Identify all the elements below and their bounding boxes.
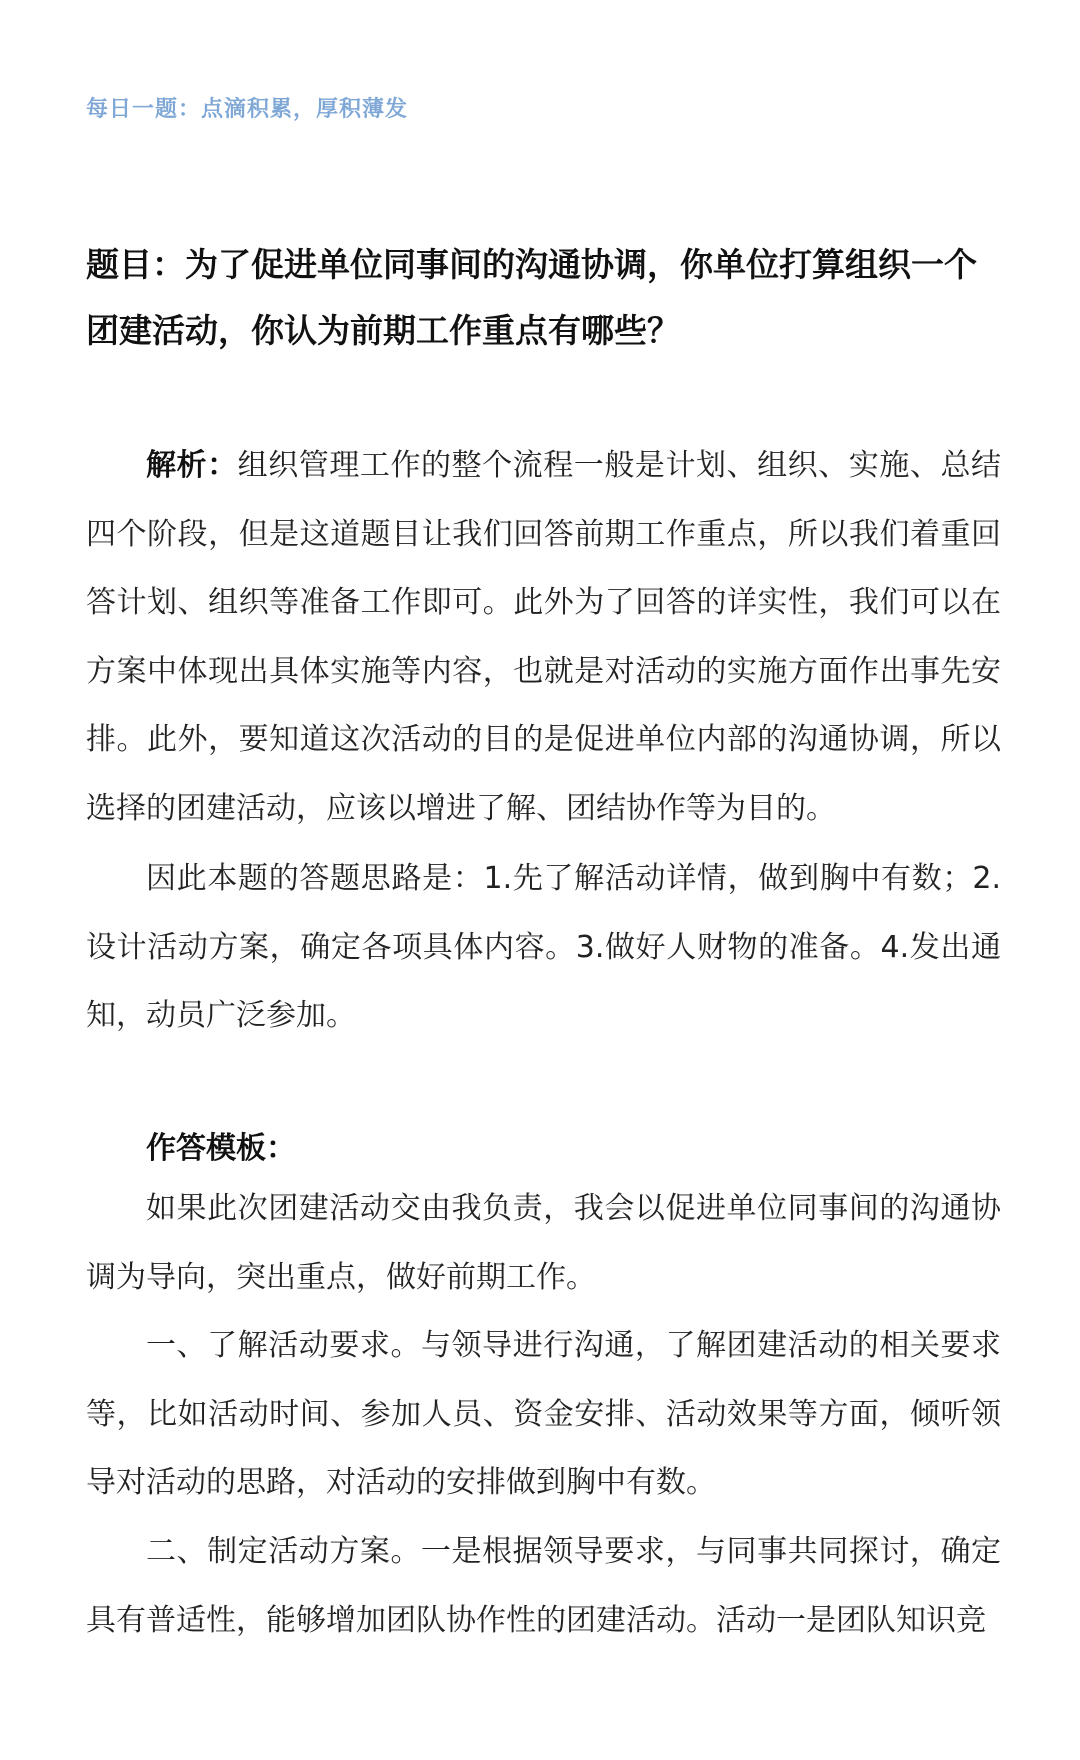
approach-paragraph: 因此本题的答题思路是：1.先了解活动详情，做到胸中有数；2.设计活动方案，确定各项具体内容。3.做好人财物的准备。4.发出通知，动员广泛参加。: [86, 861, 1001, 1033]
template-item-1: 一、了解活动要求。与领导进行沟通，了解团建活动的相关要求等，比如活动时间、参加人员、资金安排、活动效果等方面，倾听领导对活动的思路，对活动的安排做到胸中有数。: [86, 1328, 1001, 1500]
template-heading: 作答模板：: [146, 1131, 296, 1166]
analysis-text: 组织管理工作的整个流程一般是计划、组织、实施、总结四个阶段，但是这道题目让我们回答前期工作重点，所以我们着重回答计划、组织等准备工作即可。此外为了回答的详实性，我们可以在方案中体现出具体实施等内容，也就是对活动的实施方面作出事先安排。此外，要知道这次活动的目的是促进单位内部的沟通协调，所以选择的团建活动，应该以增进了解、团结协作等为目的。: [86, 448, 1002, 826]
analysis-paragraph: [86, 432, 1001, 843]
template-item-2: 二、制定活动方案。一是根据领导要求，与同事共同探讨，确定具有普适性，能够增加团队协作性的团建活动。活动一是团队知识竞: [86, 1534, 1001, 1638]
template-intro-paragraph: 如果此次团建活动交由我负责，我会以促进单位同事间的沟通协调为导向，突出重点，做好前期工作。: [86, 1191, 1001, 1295]
question-title: 题目：为了促进单位同事间的沟通协调，你单位打算组织一个团建活动，你认为前期工作重点有哪些？: [86, 245, 977, 350]
column-tag: 每日一题：点滴积累，厚积薄发: [86, 97, 409, 122]
analysis-label: 解析：: [146, 448, 238, 483]
